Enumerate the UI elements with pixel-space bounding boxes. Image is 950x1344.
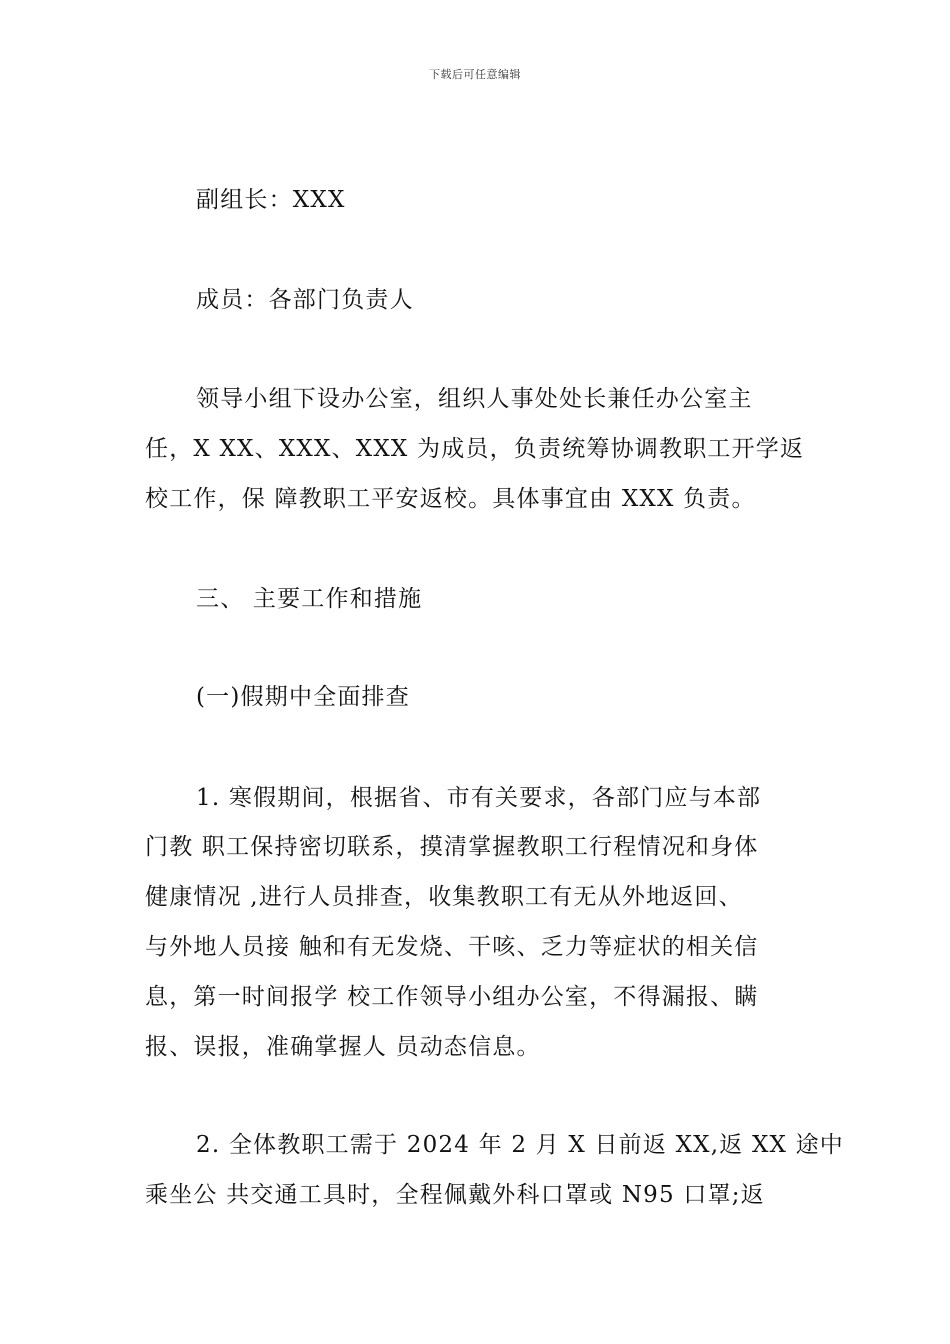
paragraph-line: 校工作，保 障教职工平安返校。具体事宜由 XXX 负责。 [145, 486, 756, 512]
paragraph-line: 健康情况 ,进行人员排查，收集教职工有无从外地返回、 [145, 884, 743, 910]
subsection-heading: (一)假期中全面排查 [196, 684, 410, 710]
paragraph-line: 报、误报，准确掌握人 员动态信息。 [145, 1034, 541, 1060]
section-heading: 三、 主要工作和措施 [196, 586, 423, 612]
deputy-leader-line: 副组长：XXX [196, 187, 346, 213]
members-line: 成员：各部门负责人 [196, 287, 414, 313]
paragraph-line: 息，第一时间报学 校工作领导小组办公室，不得漏报、瞒 [145, 984, 759, 1010]
paragraph-line: 1. 寒假期间，根据省、市有关要求，各部门应与本部 [196, 785, 762, 811]
paragraph-line: 与外地人员接 触和有无发烧、干咳、乏力等症状的相关信 [145, 934, 759, 960]
paragraph-line: 领导小组下设办公室，组织人事处处长兼任办公室主 [196, 386, 753, 412]
paragraph-line: 门教 职工保持密切联系，摸清掌握教职工行程情况和身体 [145, 834, 759, 860]
paragraph-line: 任，X XX、XXX、XXX 为成员，负责统筹协调教职工开学返 [145, 436, 805, 462]
paragraph-line: 2. 全体教职工需于 2024 年 2 月 X 日前返 XX,返 XX 途中 [196, 1132, 845, 1158]
header-note: 下载后可任意编辑 [429, 68, 521, 81]
paragraph-line: 乘坐公 共交通工具时，全程佩戴外科口罩或 N95 口罩;返 [145, 1182, 765, 1208]
